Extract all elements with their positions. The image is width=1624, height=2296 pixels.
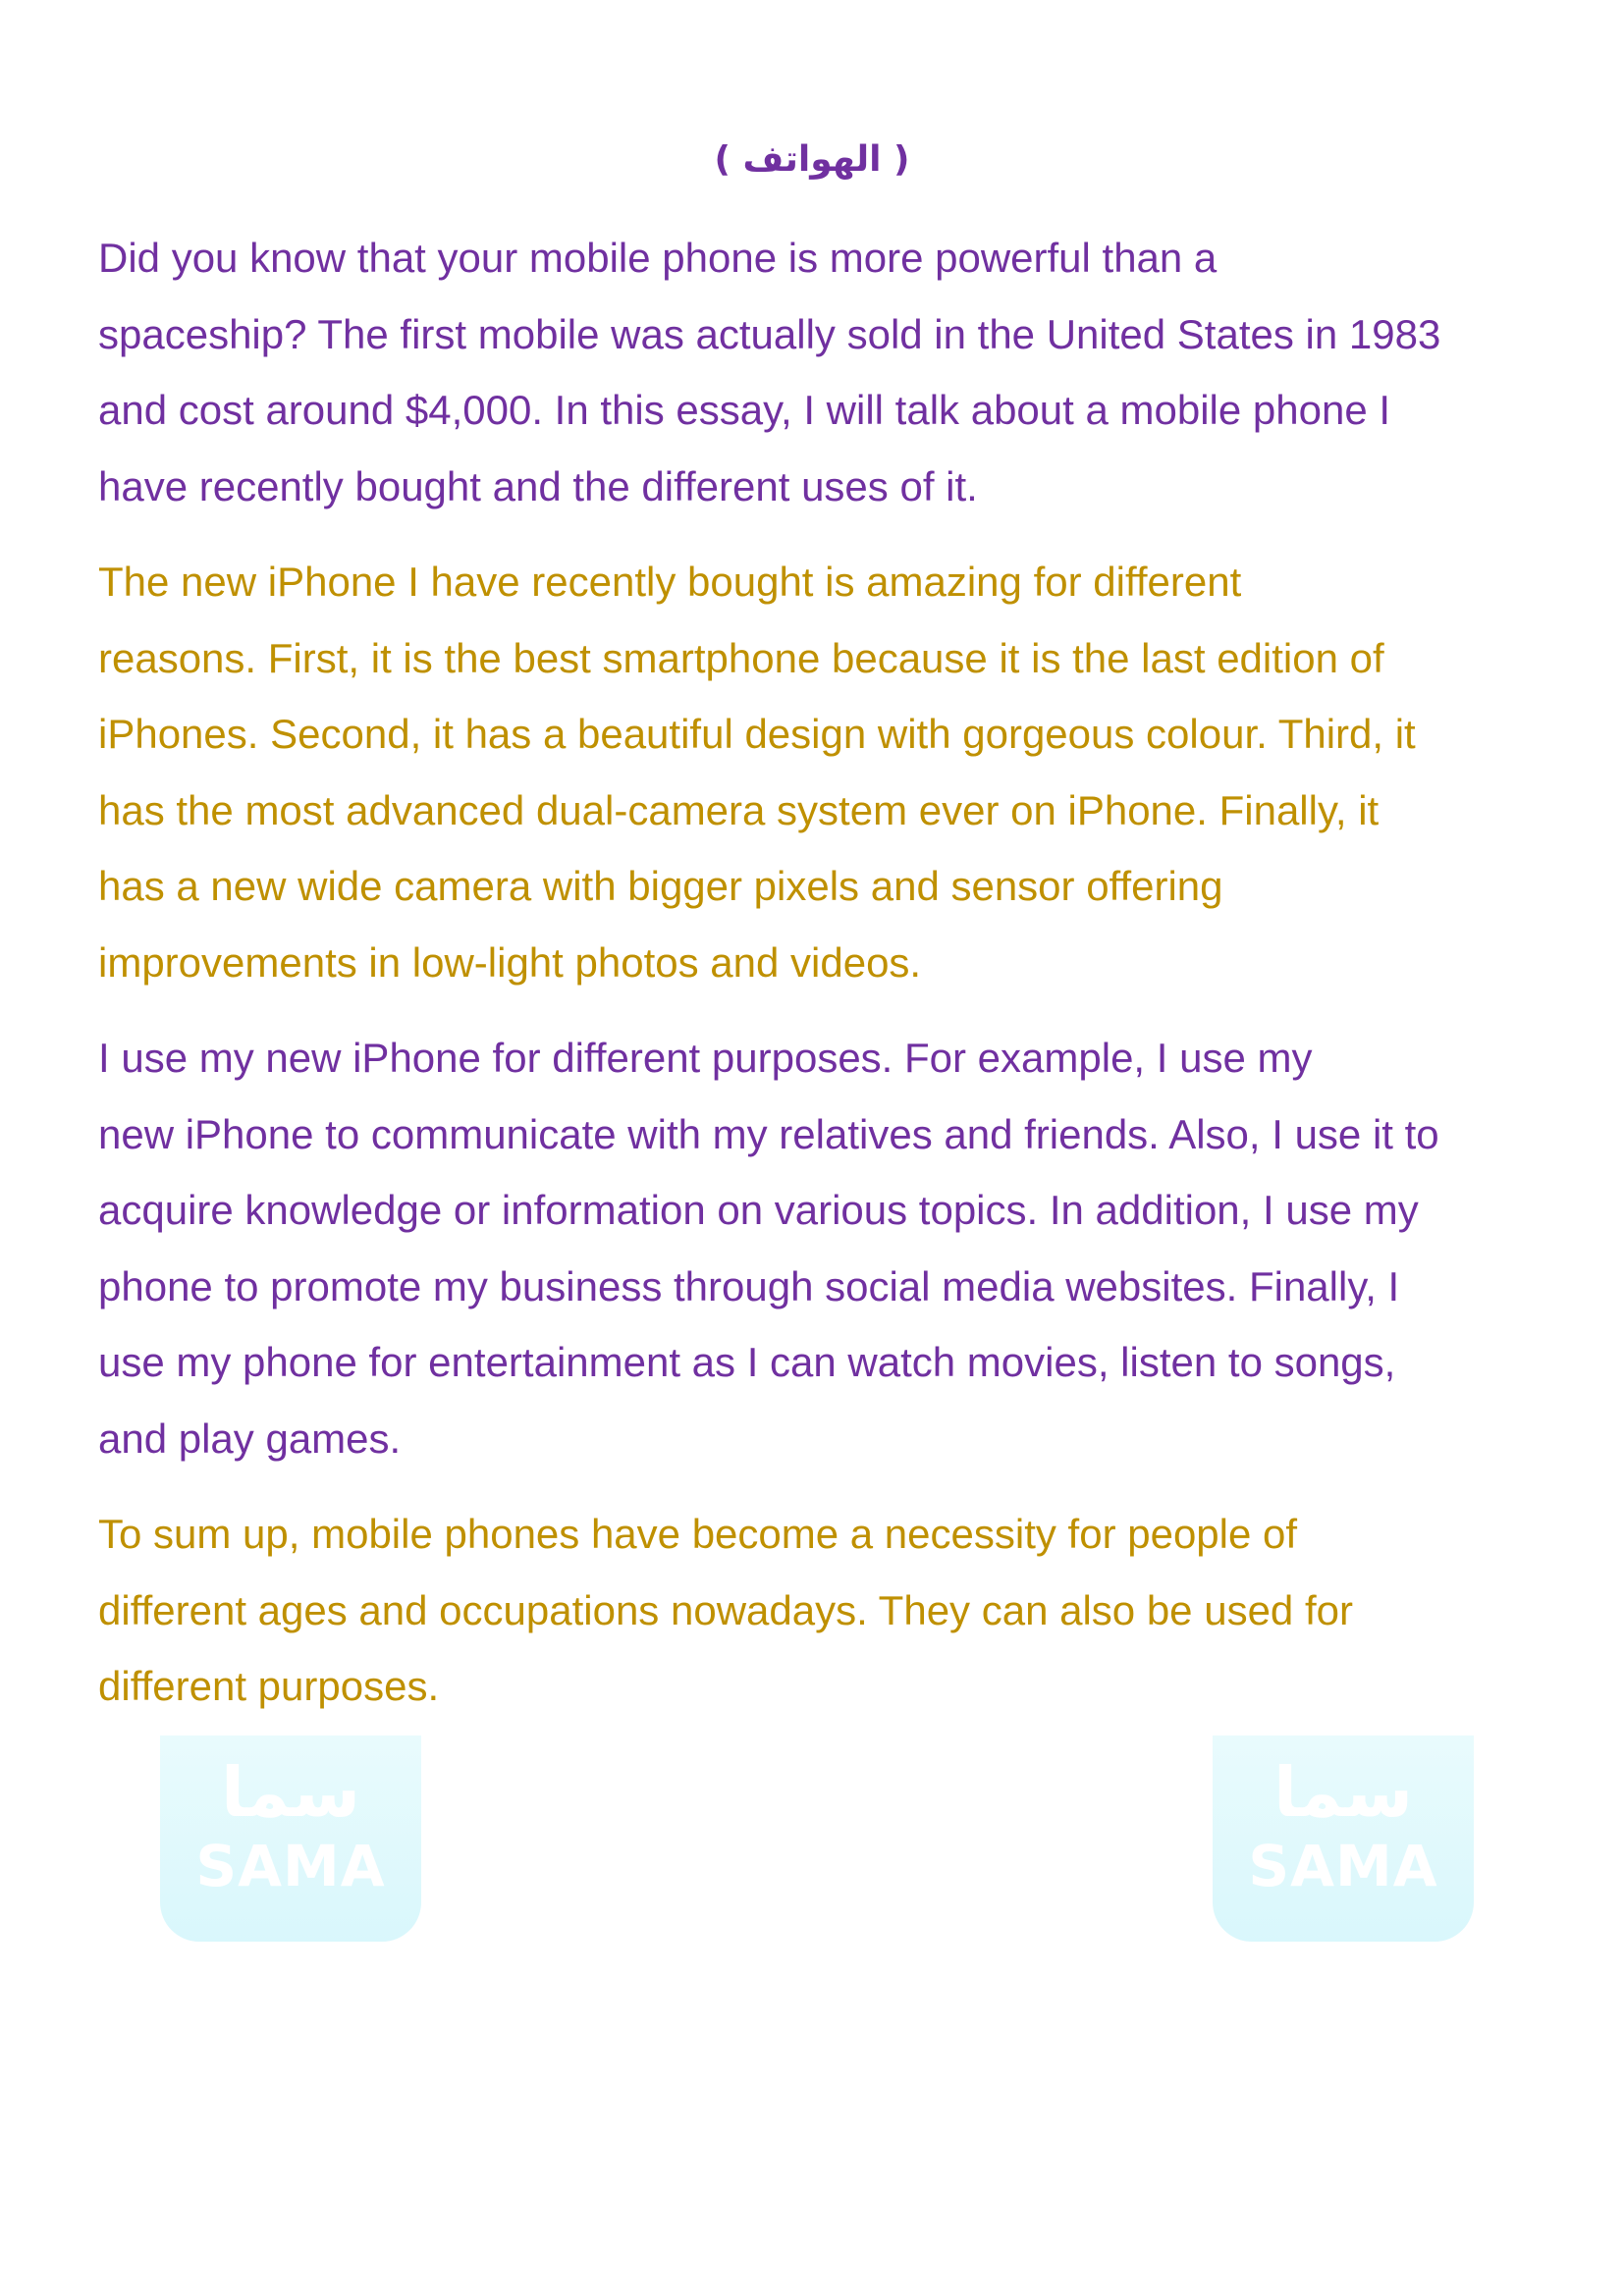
paragraph-conclusion: To sum up, mobile phones have become a necessity for people of different ages and occupations nowadays. They can also be used for different purposes. (98, 1511, 1353, 1709)
paragraph-iphone-uses: I use my new iPhone for different purposes. For example, I use my new iPhone to communicate with my relatives and friends. Also, I use it to acquire knowledge or information on various topics. In addition, I use my phone to promote my business through social media websites. Finally, I use my phone for entertainment as I can watch movies, listen to songs, and play games. (98, 1035, 1439, 1462)
sama-watermark-left (160, 1735, 421, 1942)
document-title: ( الهواتف ) (714, 139, 910, 180)
sama-logo-latin: SAMA (195, 1833, 386, 1899)
sama-logo-arabic: سما (1272, 1752, 1414, 1833)
essay-body (98, 220, 1534, 1744)
sama-watermark-right (1213, 1735, 1474, 1942)
paragraph-iphone-features: The new iPhone I have recently bought is amazing for different reasons. First, it is the best smartphone because it is the last edition of iPhones. Second, it has a beautiful design with gorgeous colour. Third, it has the most advanced dual-camera system ever on iPhone. Finally, it has a new wide camera with bigger pixels and sensor offering improvements in low-light photos and videos. (98, 559, 1416, 986)
sama-logo-latin: SAMA (1248, 1833, 1438, 1899)
sama-logo-arabic: سما (220, 1752, 361, 1833)
paragraph-introduction: Did you know that your mobile phone is more powerful than a spaceship? The first mobile was actually sold in the United States in 1983 and cost around $4,000. In this essay, I will talk about a mobile phone I have recently bought and the different uses of it. (98, 235, 1441, 509)
